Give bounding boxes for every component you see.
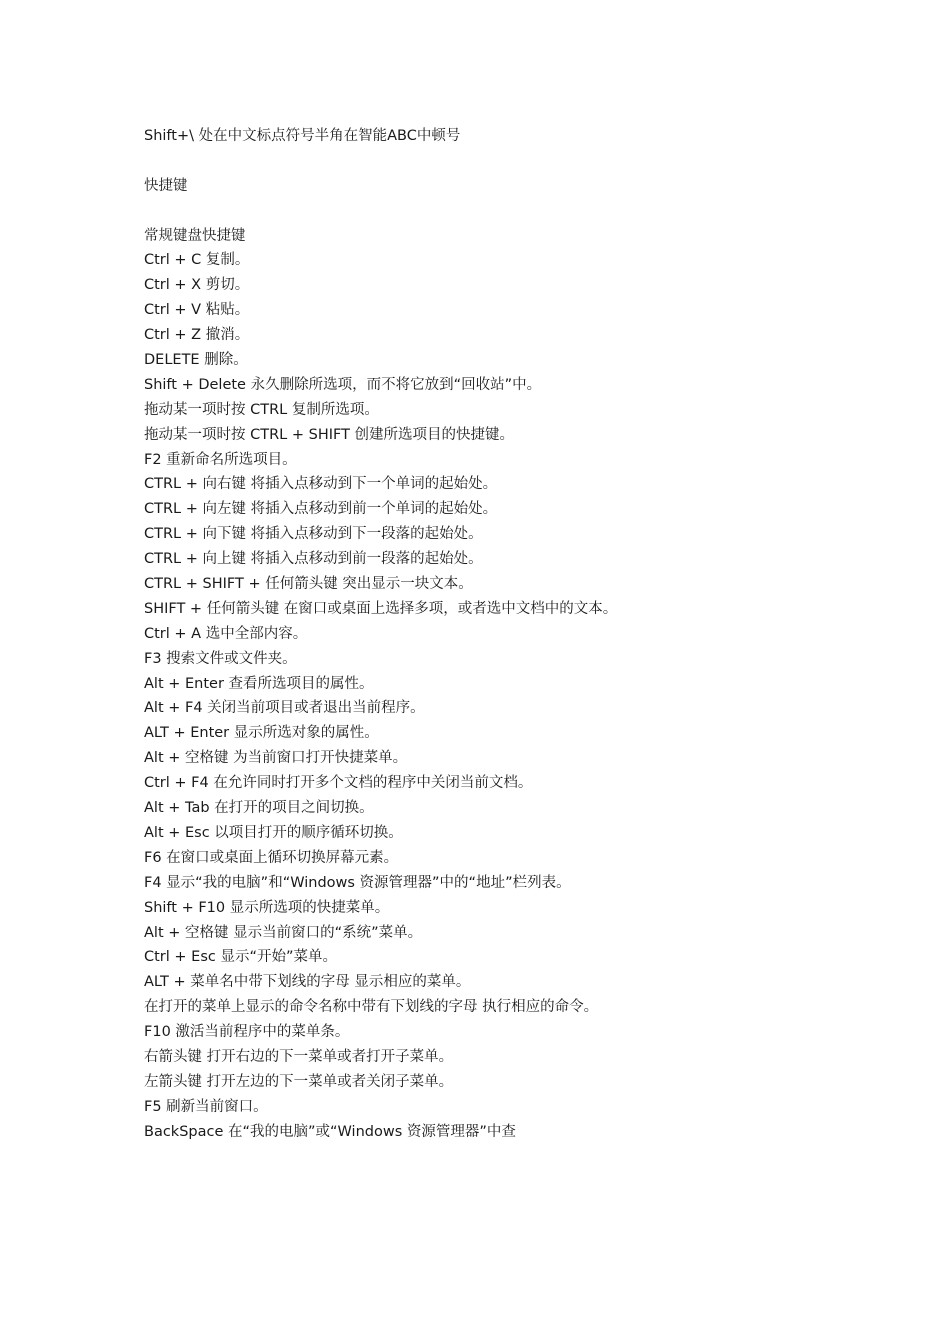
- shortcut-line: ALT + Enter 显示所选对象的属性。: [144, 725, 379, 742]
- shortcut-line: 在打开的菜单上显示的命令名称中带有下划线的字母 执行相应的命令。: [144, 999, 599, 1016]
- shortcut-line: Ctrl + Z 撤消。: [144, 327, 250, 344]
- shortcut-line: Alt + Enter 查看所选项目的属性。: [144, 675, 374, 692]
- shortcut-line: Shift + F10 显示所选项的快捷菜单。: [144, 899, 390, 916]
- shortcut-line: F10 激活当前程序中的菜单条。: [144, 1024, 350, 1041]
- shortcut-line: 右箭头键 打开右边的下一菜单或者打开子菜单。: [144, 1048, 454, 1065]
- shortcut-line: CTRL + 向下键 将插入点移动到下一段落的起始处。: [144, 526, 483, 543]
- shortcut-line: 拖动某一项时按 CTRL + SHIFT 创建所选项目的快捷键。: [144, 426, 515, 443]
- blank-line: [144, 199, 904, 224]
- shortcut-line: F4 显示“我的电脑”和“Windows 资源管理器”中的“地址”栏列表。: [144, 874, 571, 891]
- shortcut-line: CTRL + 向右键 将插入点移动到下一个单词的起始处。: [144, 476, 498, 493]
- shortcut-line: Alt + F4 关闭当前项目或者退出当前程序。: [144, 700, 425, 717]
- shortcut-line: ALT + 菜单名中带下划线的字母 显示相应的菜单。: [144, 974, 471, 991]
- shortcut-line: CTRL + SHIFT + 任何箭头键 突出显示一块文本。: [144, 576, 473, 593]
- shortcut-line: Alt + 空格键 显示当前窗口的“系统”菜单。: [144, 924, 423, 941]
- shortcut-line: F3 搜索文件或文件夹。: [144, 650, 297, 667]
- shortcut-line: Alt + Esc 以项目打开的顺序循环切换。: [144, 824, 403, 841]
- shortcut-line: Ctrl + A 选中全部内容。: [144, 625, 308, 642]
- intro-line: Shift+\ 处在中文标点符号半角在智能ABC中顿号: [144, 128, 461, 144]
- shortcut-line: CTRL + 向上键 将插入点移动到前一段落的起始处。: [144, 551, 483, 568]
- section-title: 快捷键: [144, 177, 188, 194]
- shortcut-line: Alt + Tab 在打开的项目之间切换。: [144, 800, 374, 817]
- shortcut-line: Ctrl + F4 在允许同时打开多个文档的程序中关闭当前文档。: [144, 775, 533, 792]
- shortcut-line: 左箭头键 打开左边的下一菜单或者关闭子菜单。: [144, 1073, 454, 1090]
- shortcut-line: 拖动某一项时按 CTRL 复制所选项。: [144, 401, 379, 418]
- shortcut-line: DELETE 删除。: [144, 352, 248, 369]
- shortcut-line: F6 在窗口或桌面上循环切换屏幕元素。: [144, 849, 399, 866]
- shortcut-line: SHIFT + 任何箭头键 在窗口或桌面上选择多项，或者选中文档中的文本。: [144, 600, 618, 617]
- shortcut-line: BackSpace 在“我的电脑”或“Windows 资源管理器”中查: [144, 1123, 516, 1140]
- shortcut-line: CTRL + 向左键 将插入点移动到前一个单词的起始处。: [144, 501, 498, 518]
- shortcut-line: Ctrl + C 复制。: [144, 252, 250, 269]
- blank-line: [144, 149, 904, 174]
- shortcut-line: Ctrl + X 剪切。: [144, 277, 250, 294]
- shortcut-line: F2 重新命名所选项目。: [144, 451, 297, 468]
- shortcut-line: Shift + Delete 永久删除所选项，而不将它放到“回收站”中。: [144, 376, 542, 393]
- document-body: [144, 124, 904, 1145]
- shortcut-line: Ctrl + V 粘贴。: [144, 302, 250, 319]
- shortcut-line: Alt + 空格键 为当前窗口打开快捷菜单。: [144, 750, 408, 767]
- shortcut-line: F5 刷新当前窗口。: [144, 1098, 268, 1115]
- shortcut-list: [144, 248, 904, 1144]
- shortcut-line: Ctrl + Esc 显示“开始”菜单。: [144, 949, 337, 966]
- subsection-title: 常规键盘快捷键: [144, 227, 246, 244]
